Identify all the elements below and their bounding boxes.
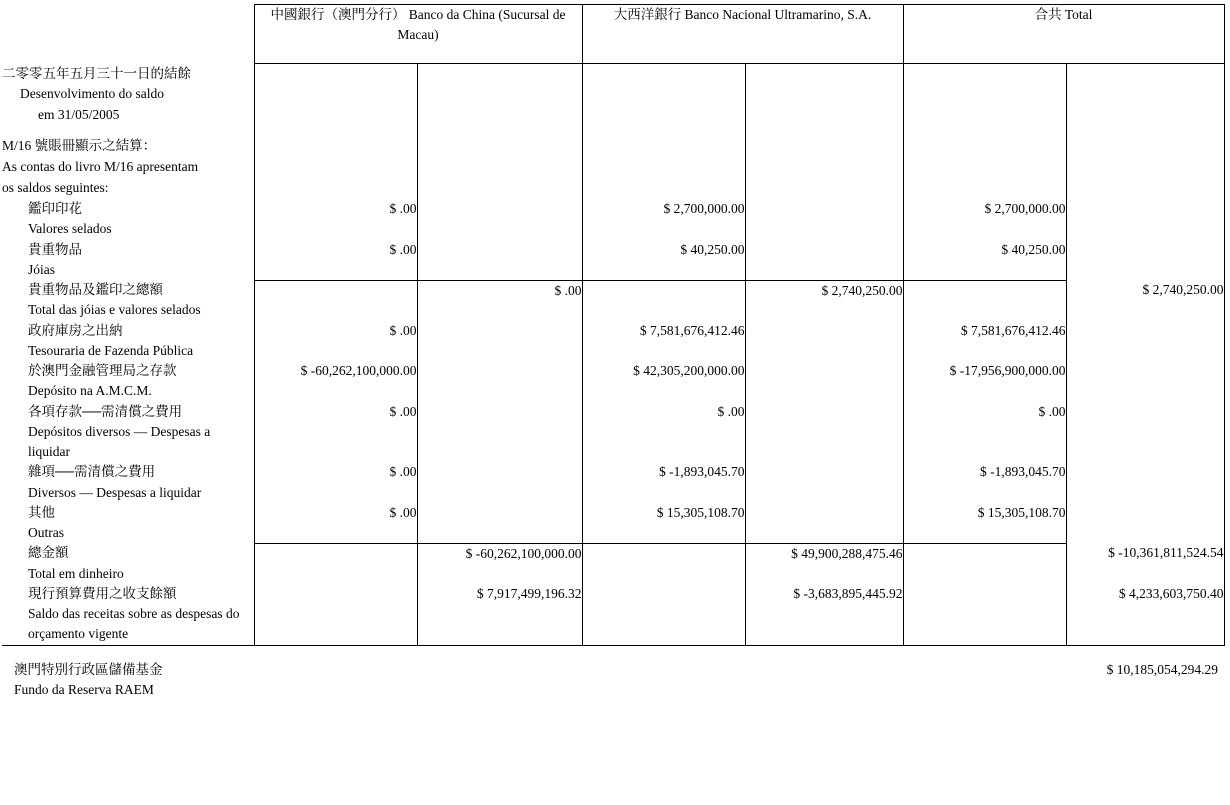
row-label-pt: Jóias [28, 261, 55, 277]
row-label [2, 361, 254, 402]
row-value-china-b [417, 503, 582, 544]
row-value-bnu-a [582, 543, 745, 584]
balance-table [2, 4, 1225, 646]
row-label-cn: 於澳門金融管理局之存款 [28, 363, 177, 379]
intro-row [2, 64, 1224, 200]
row-value-total-a: $ 15,305,108.70 [903, 503, 1066, 544]
row-value-china-a: $ .00 [254, 240, 417, 281]
row-label [2, 402, 254, 463]
row-label-pt: Total das jóias e valores selados [28, 302, 201, 318]
row-label-cn: 現行預算費用之收支餘額 [28, 585, 177, 601]
row-value-china-a: $ .00 [254, 402, 417, 463]
row-value-bnu-a: $ 40,250.00 [582, 240, 745, 281]
row-label-pt: Depósitos diversos — Despesas a liquidar [28, 423, 211, 460]
header-bnu [582, 5, 903, 64]
row-value-bnu-a: $ 42,305,200,000.00 [582, 361, 745, 402]
row-label-cn: 政府庫房之出納 [28, 322, 123, 338]
row-value-total-b [1066, 240, 1224, 281]
table-header-row [2, 5, 1224, 64]
intro-spacer [2, 126, 254, 136]
table-row-balance [2, 584, 1224, 645]
row-label-pt: Depósito na A.M.C.M. [28, 383, 152, 399]
intro-block [2, 64, 254, 200]
row-value-total-b [1066, 321, 1224, 362]
row-label [2, 199, 254, 240]
header-total-cn: 合共 [1034, 7, 1062, 22]
row-value-china-a: $ .00 [254, 503, 417, 544]
reserve-fund-label-pt: Fundo da Reserva RAEM [14, 682, 154, 698]
intro-col-t2 [1066, 64, 1224, 200]
row-value-china-a: $ -60,262,100,000.00 [254, 361, 417, 402]
row-value-bnu-a [582, 584, 745, 645]
row-value-total-a [903, 543, 1066, 584]
table-row [2, 503, 1224, 544]
row-label [2, 321, 254, 362]
row-value-bnu-b: $ 2,740,250.00 [745, 280, 903, 321]
row-label [2, 240, 254, 281]
intro-col-t1 [903, 64, 1066, 200]
row-value-total-a: $ -17,956,900,000.00 [903, 361, 1066, 402]
row-value-china-b [417, 462, 582, 503]
header-bank-china-cn: 中國銀行（澳門分行） [270, 7, 406, 22]
row-value-china-a [254, 543, 417, 584]
row-label-cn: 貴重物品 [28, 241, 82, 257]
row-value-total-b [1066, 503, 1224, 544]
header-total [903, 5, 1224, 64]
row-value-total-b: $ -10,361,811,524.54 [1066, 543, 1224, 584]
row-value-china-a [254, 280, 417, 321]
row-value-bnu-a [582, 280, 745, 321]
header-bnu-pt: Banco Nacional Ultramarino, S.A. [684, 7, 872, 22]
reserve-fund-section [2, 660, 1224, 702]
row-label [2, 503, 254, 544]
row-value-china-a [254, 584, 417, 645]
row-label-pt: Total em dinheiro [28, 565, 124, 581]
table-row [2, 199, 1224, 240]
intro-col-b1 [582, 64, 745, 200]
financial-statement-page [0, 4, 1230, 805]
row-value-total-b [1066, 199, 1224, 240]
row-value-china-b [417, 402, 582, 463]
table-row [2, 321, 1224, 362]
row-label-pt: Diversos — Despesas a liquidar [28, 484, 202, 500]
intro-col-b2 [745, 64, 903, 200]
row-label [2, 280, 254, 321]
row-value-china-b [417, 321, 582, 362]
reserve-fund-amount: $ 10,185,054,294.29 [1106, 661, 1218, 677]
row-label-pt: Tesouraria de Fazenda Pública [28, 342, 194, 358]
table-row-total [2, 543, 1224, 584]
row-label-cn: 鑑印印花 [28, 201, 82, 217]
row-value-bnu-b: $ 49,900,288,475.46 [745, 543, 903, 584]
row-value-total-a [903, 280, 1066, 321]
row-value-bnu-b [745, 361, 903, 402]
row-value-total-a [903, 584, 1066, 645]
row-value-total-a: $ -1,893,045.70 [903, 462, 1066, 503]
row-label-pt: Saldo das receitas sobre as despesas do orçamento vigente [28, 606, 240, 642]
row-value-bnu-b [745, 321, 903, 362]
row-value-bnu-a: $ 2,700,000.00 [582, 199, 745, 240]
intro-line-2: Desenvolvimento do saldo [20, 86, 164, 102]
intro-col-a2 [417, 64, 582, 200]
header-total-pt: Total [1064, 7, 1093, 22]
row-label-pt: Valores selados [28, 221, 112, 237]
row-value-total-b: $ 4,233,603,750.40 [1066, 584, 1224, 645]
row-value-bnu-b [745, 199, 903, 240]
row-value-china-b: $ 7,917,499,196.32 [417, 584, 582, 645]
row-label-cn: 總金額 [28, 545, 69, 561]
row-value-china-b [417, 199, 582, 240]
row-value-bnu-b: $ -3,683,895,445.92 [745, 584, 903, 645]
row-value-bnu-b [745, 462, 903, 503]
row-value-total-b [1066, 462, 1224, 503]
row-value-china-a: $ .00 [254, 462, 417, 503]
reserve-fund-label [2, 660, 163, 702]
header-bnu-cn: 大西洋銀行 [613, 7, 682, 22]
table-row-subtotal [2, 280, 1224, 321]
row-value-total-a: $ 2,700,000.00 [903, 199, 1066, 240]
table-row [2, 402, 1224, 463]
row-label-pt: Outras [28, 525, 64, 541]
table-row [2, 462, 1224, 503]
header-bank-china-pt: Banco da China (Sucursal de Macau) [397, 7, 566, 42]
row-value-total-b [1066, 402, 1224, 463]
intro-col-a1 [254, 64, 417, 200]
intro-line-3: em 31/05/2005 [38, 107, 120, 123]
row-value-bnu-a: $ 15,305,108.70 [582, 503, 745, 544]
row-value-china-a: $ .00 [254, 321, 417, 362]
intro-line-1: 二零零五年五月三十一日的結餘 [2, 65, 191, 81]
row-value-total-a: $ 40,250.00 [903, 240, 1066, 281]
row-value-bnu-a: $ -1,893,045.70 [582, 462, 745, 503]
row-value-china-b [417, 240, 582, 281]
reserve-fund-label-cn: 澳門特別行政區儲備基金 [14, 661, 163, 677]
header-bank-china [254, 5, 582, 64]
table-row [2, 240, 1224, 281]
row-value-bnu-a: $ 7,581,676,412.46 [582, 321, 745, 362]
table-row [2, 361, 1224, 402]
intro-line-6: os saldos seguintes: [2, 180, 109, 196]
row-label [2, 543, 254, 584]
row-label-cn: 貴重物品及鑑印之總額 [28, 282, 163, 298]
row-label [2, 584, 254, 645]
row-value-total-b: $ 2,740,250.00 [1066, 280, 1224, 321]
row-value-bnu-a: $ .00 [582, 402, 745, 463]
row-value-china-b [417, 361, 582, 402]
row-value-china-b: $ .00 [417, 280, 582, 321]
row-value-bnu-b [745, 240, 903, 281]
row-value-total-a: $ .00 [903, 402, 1066, 463]
row-value-total-b [1066, 361, 1224, 402]
row-value-total-a: $ 7,581,676,412.46 [903, 321, 1066, 362]
row-value-bnu-b [745, 402, 903, 463]
row-label [2, 462, 254, 503]
row-value-china-b: $ -60,262,100,000.00 [417, 543, 582, 584]
row-value-china-a: $ .00 [254, 199, 417, 240]
header-empty-cell [2, 5, 254, 64]
intro-line-4: M/16 號賬冊顯示之結算： [2, 138, 157, 154]
row-label-cn: 雜項──需清償之費用 [28, 464, 156, 480]
row-label-cn: 各項存款──需清償之費用 [28, 403, 183, 419]
row-value-bnu-b [745, 503, 903, 544]
row-label-cn: 其他 [28, 504, 55, 520]
intro-line-5: As contas do livro M/16 apresentam [2, 159, 199, 175]
